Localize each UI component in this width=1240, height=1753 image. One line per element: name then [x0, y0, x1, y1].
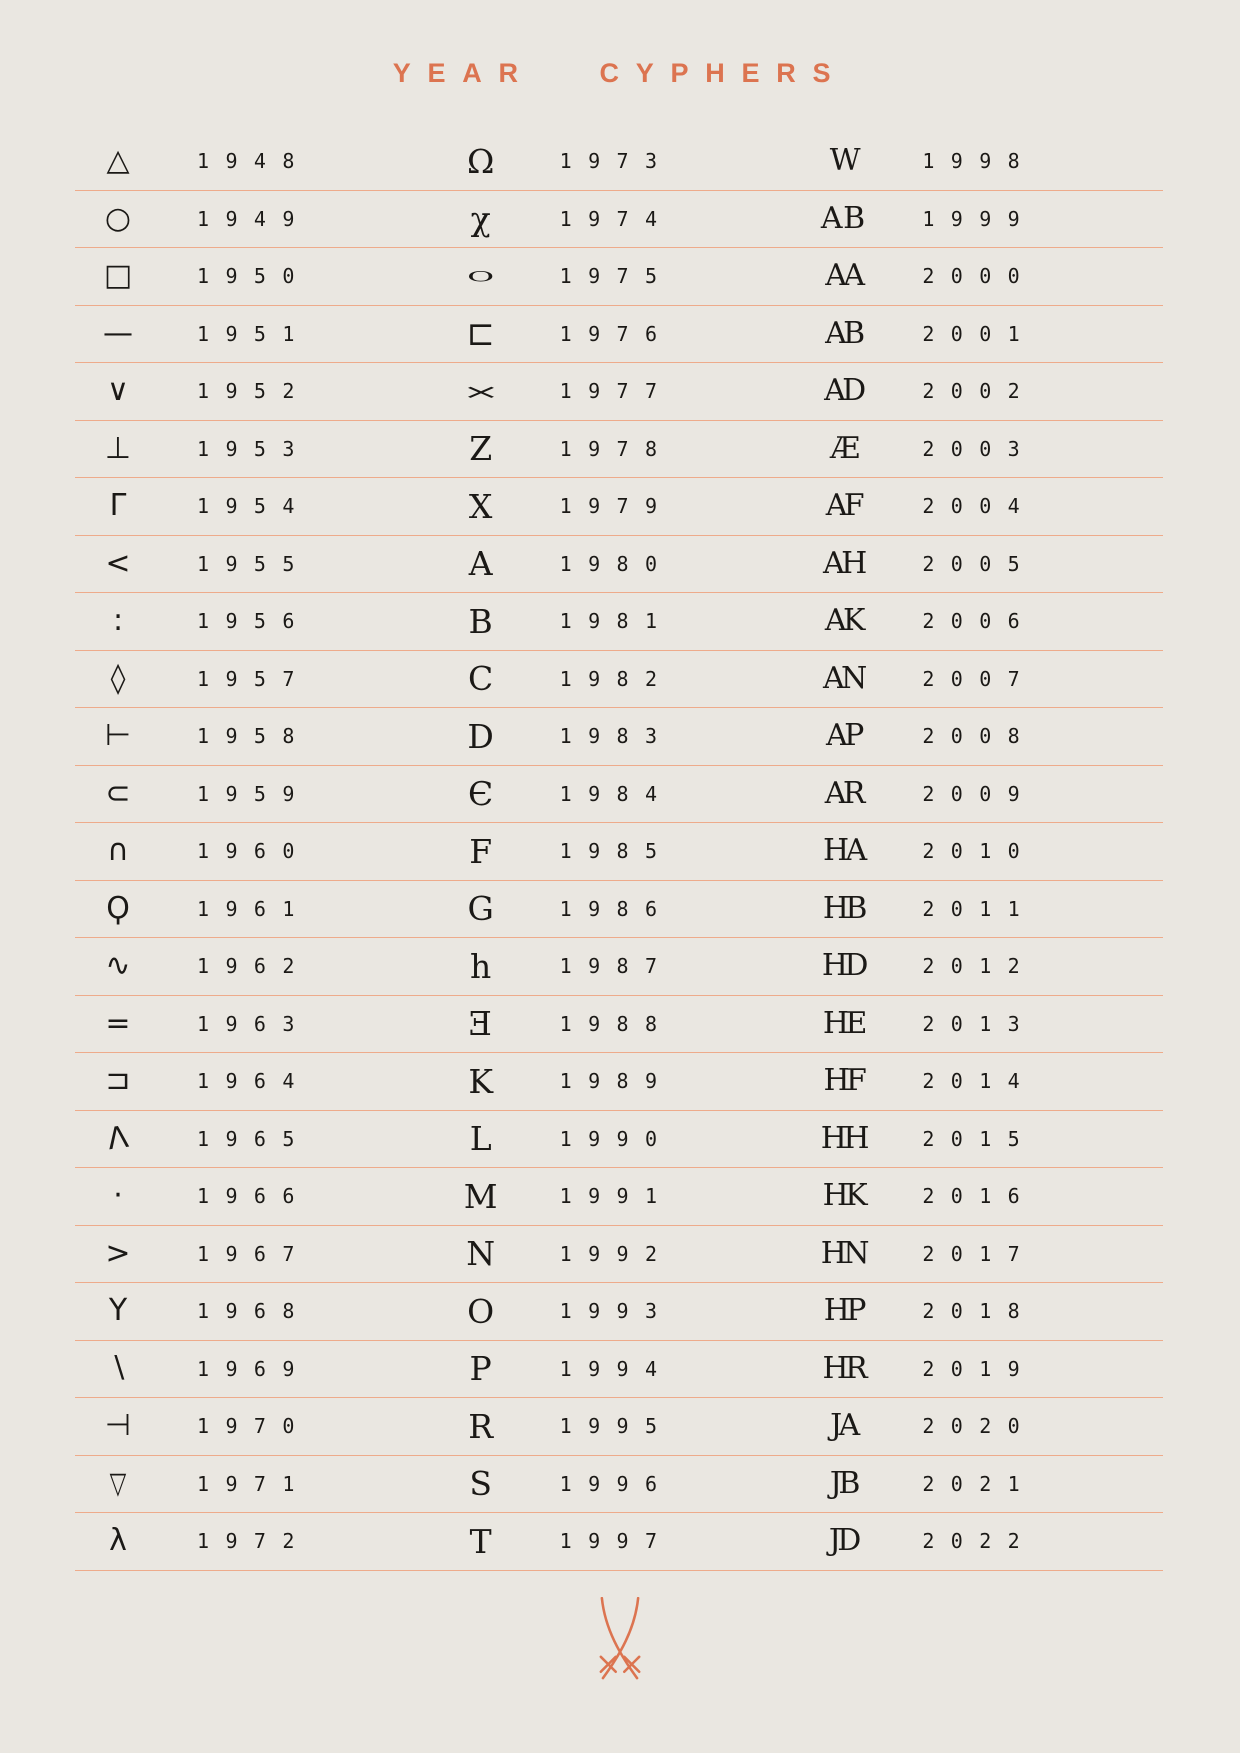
- cypher-column-1998-2022: [800, 133, 1163, 1571]
- cypher-row: [75, 1111, 438, 1169]
- cypher-year: 1956: [197, 609, 311, 634]
- ligature-ab-cypher-glyph: AB: [825, 315, 862, 351]
- cypher-year: 1986: [559, 896, 674, 921]
- cypher-year: 1961: [197, 896, 311, 921]
- cypher-row: [800, 766, 1163, 824]
- cypher-year: 2019: [922, 1356, 1037, 1381]
- dash-cypher-glyph: —: [103, 315, 133, 351]
- omega-cypher-glyph: Ω: [466, 141, 495, 181]
- cypher-row: [438, 536, 801, 594]
- cypher-year: 2004: [922, 494, 1037, 519]
- circle-stem-cypher-glyph: Ϙ: [106, 890, 130, 926]
- ligature-hn-cypher-glyph: HN: [820, 1235, 866, 1271]
- ligature-ja-cypher-glyph: JA: [830, 1408, 857, 1444]
- cypher-year: 2001: [922, 321, 1037, 346]
- cypher-row: [800, 248, 1163, 306]
- cypher-year: 1972: [197, 1529, 311, 1554]
- corner-cypher-glyph: Γ: [109, 488, 127, 524]
- cypher-row: [438, 1341, 801, 1399]
- cypher-year: 1965: [197, 1126, 311, 1151]
- cypher-row: [800, 1111, 1163, 1169]
- cypher-year: 2022: [922, 1529, 1037, 1554]
- cypher-year: 2005: [922, 551, 1037, 576]
- cypher-row: [75, 1456, 438, 1514]
- cypher-row: [75, 1283, 438, 1341]
- cypher-row: [800, 1513, 1163, 1571]
- cypher-year: 2017: [922, 1241, 1037, 1266]
- dot-cypher-glyph: ·: [113, 1178, 123, 1214]
- letter-a-cypher-glyph: A: [468, 544, 493, 584]
- cypher-year: 1953: [197, 436, 311, 461]
- cypher-row: [800, 133, 1163, 191]
- cypher-year: 2016: [922, 1184, 1037, 1209]
- open-right-square-cypher-glyph: ⊏: [466, 314, 495, 354]
- cypher-year: 1994: [559, 1356, 674, 1381]
- cypher-row: [438, 996, 801, 1054]
- cypher-year: 2010: [922, 839, 1037, 864]
- ligature-hr-cypher-glyph: HR: [822, 1350, 865, 1386]
- cypher-row: [438, 421, 801, 479]
- ligature-jb-cypher-glyph: JB: [829, 1465, 857, 1501]
- open-right-cypher-glyph: ⊂: [105, 775, 131, 811]
- cypher-row: [438, 478, 801, 536]
- cypher-year: 1988: [559, 1011, 674, 1036]
- cypher-year: 1999: [922, 206, 1037, 231]
- ligature-ha-cypher-glyph: HA: [823, 833, 864, 869]
- cypher-row: [438, 248, 801, 306]
- letter-d-cypher-glyph: D: [467, 716, 494, 756]
- year-cypher-table: [75, 133, 1163, 1571]
- letter-r-cypher-glyph: R: [468, 1406, 494, 1446]
- ligature-ap-cypher-glyph: AP: [826, 718, 861, 754]
- cypher-year: 2008: [922, 724, 1037, 749]
- cypher-year: 1998: [922, 149, 1037, 174]
- ligature-aa-cypher-glyph: AA: [825, 258, 862, 294]
- cypher-row: [75, 1168, 438, 1226]
- lens-cypher-glyph: O: [467, 268, 495, 285]
- cypher-year: 2014: [922, 1069, 1037, 1094]
- cypher-year: 1957: [197, 666, 311, 691]
- cypher-year: 1996: [559, 1471, 674, 1496]
- cypher-year: 1952: [197, 379, 311, 404]
- letter-m-cypher-glyph: M: [463, 1176, 498, 1216]
- ligature-af-cypher-glyph: AF: [825, 488, 861, 524]
- cypher-row: [438, 651, 801, 709]
- cypher-year: 1970: [197, 1414, 311, 1439]
- cypher-year: 1960: [197, 839, 311, 864]
- cypher-year: 2003: [922, 436, 1037, 461]
- cypher-year: 1951: [197, 321, 311, 346]
- colon-cypher-glyph: :: [112, 603, 124, 639]
- cypher-year: 2021: [922, 1471, 1037, 1496]
- cypher-year: 1984: [559, 781, 674, 806]
- cypher-row: [800, 536, 1163, 594]
- cypher-row: [75, 708, 438, 766]
- cypher-row: [800, 708, 1163, 766]
- cypher-year: 1962: [197, 954, 311, 979]
- cypher-year: 1990: [559, 1126, 674, 1151]
- teardrop-cypher-glyph: ▽: [109, 1465, 127, 1501]
- arch-cypher-glyph: ∩: [107, 833, 129, 869]
- letter-k-cypher-glyph: K: [468, 1061, 493, 1101]
- cypher-year: 2009: [922, 781, 1037, 806]
- cypher-year: 1950: [197, 264, 311, 289]
- letter-f-cypher-glyph: F: [469, 831, 493, 871]
- ligature-an-cypher-glyph: AN: [822, 660, 864, 696]
- letters-ab-cypher-glyph: AB: [820, 200, 866, 236]
- circle-cypher-glyph: ○: [104, 200, 132, 236]
- cypher-row: [438, 1053, 801, 1111]
- cypher-row: [75, 306, 438, 364]
- letter-h-cypher-glyph: h: [470, 946, 492, 986]
- cypher-year: 1976: [559, 321, 674, 346]
- ligature-hd-cypher-glyph: HD: [821, 948, 865, 984]
- cypher-row: [800, 363, 1163, 421]
- cypher-year: 1975: [559, 264, 674, 289]
- square-cypher-glyph: □: [103, 258, 133, 294]
- ligature-ae-cypher-glyph: Æ: [830, 430, 857, 466]
- cypher-year: 1971: [197, 1471, 311, 1496]
- cypher-year: 1948: [197, 149, 311, 174]
- cypher-row: [75, 881, 438, 939]
- cypher-row: [75, 1513, 438, 1571]
- letter-i-cypher-glyph: Ǝ: [468, 1004, 493, 1044]
- curved-x-cypher-glyph: χ: [470, 199, 491, 239]
- cypher-year: 1959: [197, 781, 311, 806]
- cypher-row: [75, 1226, 438, 1284]
- cypher-row: [438, 133, 801, 191]
- cypher-year: 1949: [197, 206, 311, 231]
- cypher-row: [800, 651, 1163, 709]
- cypher-year: 2012: [922, 954, 1037, 979]
- cypher-row: [800, 1053, 1163, 1111]
- cypher-year: 1958: [197, 724, 311, 749]
- cypher-row: [438, 191, 801, 249]
- letter-t-cypher-glyph: T: [469, 1521, 492, 1561]
- cypher-row: [438, 363, 801, 421]
- letter-z-cypher-glyph: Z: [469, 429, 493, 469]
- low-cross-cypher-glyph: ×: [461, 379, 501, 403]
- cypher-column-1973-1997: [438, 133, 801, 1571]
- cypher-row: [75, 1341, 438, 1399]
- vee-cypher-glyph: ∨: [107, 373, 129, 409]
- cypher-year: 1987: [559, 954, 674, 979]
- cypher-year: 1954: [197, 494, 311, 519]
- cypher-row: [800, 1283, 1163, 1341]
- cypher-row: [438, 1283, 801, 1341]
- cypher-row: [800, 1168, 1163, 1226]
- ligature-ar-cypher-glyph: AR: [824, 775, 862, 811]
- diamond-cypher-glyph: ◊: [110, 660, 126, 696]
- ligature-jd-cypher-glyph: JD: [828, 1523, 858, 1559]
- cypher-row: [800, 478, 1163, 536]
- cypher-row: [438, 1513, 801, 1571]
- triangle-cypher-glyph: △: [106, 143, 130, 179]
- cypher-year: 1968: [197, 1299, 311, 1324]
- cypher-row: [800, 593, 1163, 651]
- cypher-row: [438, 593, 801, 651]
- cypher-row: [75, 363, 438, 421]
- ligature-ad-cypher-glyph: AD: [824, 373, 863, 409]
- ligature-hk-cypher-glyph: HK: [822, 1178, 865, 1214]
- cypher-year: 2020: [922, 1414, 1037, 1439]
- left-tack-cypher-glyph: ⊣: [104, 1408, 132, 1444]
- ligature-ak-cypher-glyph: AK: [824, 603, 862, 639]
- cypher-row: [438, 881, 801, 939]
- ligature-hf-cypher-glyph: HF: [823, 1063, 864, 1099]
- cypher-year: 1974: [559, 206, 674, 231]
- open-left-cypher-glyph: ⊐: [105, 1065, 131, 1097]
- cypher-year: 1969: [197, 1356, 311, 1381]
- cypher-year: 1981: [559, 609, 674, 634]
- cypher-row: [800, 881, 1163, 939]
- cypher-row: [75, 478, 438, 536]
- cypher-year: 2011: [922, 896, 1037, 921]
- cypher-row: [800, 421, 1163, 479]
- footer-logo-area: [0, 1597, 1240, 1691]
- cypher-row: [75, 1398, 438, 1456]
- letter-w-cypher-glyph: W: [829, 143, 857, 179]
- cypher-row: [75, 248, 438, 306]
- cypher-row: [438, 306, 801, 364]
- cypher-year: 2000: [922, 264, 1037, 289]
- cypher-row: [800, 823, 1163, 881]
- cypher-year: 2007: [922, 666, 1037, 691]
- cypher-row: [75, 593, 438, 651]
- ligature-hh-cypher-glyph: HH: [820, 1120, 866, 1156]
- cypher-year: 1995: [559, 1414, 674, 1439]
- cypher-row: [75, 823, 438, 881]
- cypher-year: 1991: [559, 1184, 674, 1209]
- cypher-row: [438, 1111, 801, 1169]
- page-title: YEAR CYPHERS: [392, 58, 848, 88]
- cypher-row: [75, 996, 438, 1054]
- ligature-hb-cypher-glyph: HB: [822, 890, 864, 926]
- cypher-year: 2002: [922, 379, 1037, 404]
- cypher-year: 1982: [559, 666, 674, 691]
- peak-cypher-glyph: Λ: [105, 1119, 131, 1158]
- cypher-year: 1966: [197, 1184, 311, 1209]
- cypher-year: 1989: [559, 1069, 674, 1094]
- cypher-year: 2006: [922, 609, 1037, 634]
- cypher-year: 1967: [197, 1241, 311, 1266]
- cypher-row: [75, 191, 438, 249]
- cypher-year: 1980: [559, 551, 674, 576]
- cypher-row: [800, 938, 1163, 996]
- letter-c-cypher-glyph: C: [468, 659, 494, 699]
- letter-e-cypher-glyph: Є: [468, 774, 494, 814]
- cypher-year: 2018: [922, 1299, 1037, 1324]
- up-tack-cypher-glyph: ⊥: [104, 430, 132, 466]
- cypher-row: [438, 1398, 801, 1456]
- cypher-row: [438, 1456, 801, 1514]
- letter-n-cypher-glyph: N: [466, 1234, 496, 1274]
- right-tack-cypher-glyph: ⊢: [104, 718, 132, 754]
- cypher-year: 2013: [922, 1011, 1037, 1036]
- letter-l-cypher-glyph: L: [469, 1119, 492, 1159]
- double-dash-cypher-glyph: =: [105, 1005, 131, 1041]
- cypher-year: 1963: [197, 1011, 311, 1036]
- letter-g-cypher-glyph: G: [467, 889, 494, 929]
- cypher-year: 1955: [197, 551, 311, 576]
- cypher-row: [75, 938, 438, 996]
- cypher-year: 2015: [922, 1126, 1037, 1151]
- cypher-year: 1993: [559, 1299, 674, 1324]
- cypher-row: [75, 651, 438, 709]
- cypher-row: [800, 1341, 1163, 1399]
- letter-s-cypher-glyph: S: [469, 1464, 492, 1504]
- cypher-row: [75, 1053, 438, 1111]
- cypher-year: 1964: [197, 1069, 311, 1094]
- cypher-row: [75, 421, 438, 479]
- cypher-row: [800, 1226, 1163, 1284]
- cypher-year: 1973: [559, 149, 674, 174]
- backslash-cypher-glyph: ∖: [108, 1350, 128, 1386]
- cypher-row: [438, 938, 801, 996]
- cypher-row: [75, 766, 438, 824]
- ligature-hp-cypher-glyph: HP: [823, 1293, 863, 1329]
- cypher-row: [800, 306, 1163, 364]
- cypher-column-1948-1972: [75, 133, 438, 1571]
- cypher-year: 1979: [559, 494, 674, 519]
- cypher-year: 1978: [559, 436, 674, 461]
- cypher-row: [438, 766, 801, 824]
- cypher-row: [800, 191, 1163, 249]
- cypher-year: 1992: [559, 1241, 674, 1266]
- cypher-row: [800, 1398, 1163, 1456]
- ligature-he-cypher-glyph: HE: [822, 1005, 864, 1041]
- cypher-year: 1997: [559, 1529, 674, 1554]
- letter-b-cypher-glyph: B: [468, 601, 493, 641]
- crossed-swords-icon: [588, 1597, 652, 1691]
- cypher-row: [438, 823, 801, 881]
- cypher-row: [800, 1456, 1163, 1514]
- cypher-row: [75, 536, 438, 594]
- y-fork-cypher-glyph: Y: [108, 1293, 128, 1329]
- letter-x-cypher-glyph: X: [468, 486, 493, 526]
- cypher-row: [438, 1168, 801, 1226]
- cypher-year: 1983: [559, 724, 674, 749]
- cypher-row: [438, 1226, 801, 1284]
- letter-p-cypher-glyph: P: [469, 1349, 492, 1389]
- cypher-year: 1977: [559, 379, 674, 404]
- cypher-row: [800, 996, 1163, 1054]
- zigzag-cypher-glyph: ∿: [105, 948, 131, 984]
- angle-left-cypher-glyph: <: [105, 545, 131, 581]
- cypher-row: [75, 133, 438, 191]
- letter-o-cypher-glyph: O: [467, 1291, 495, 1331]
- ligature-ah-cypher-glyph: AH: [823, 545, 864, 581]
- angle-right-cypher-glyph: >: [105, 1235, 131, 1271]
- cypher-year: 1985: [559, 839, 674, 864]
- lambda-cypher-glyph: λ: [109, 1523, 127, 1559]
- cypher-row: [438, 708, 801, 766]
